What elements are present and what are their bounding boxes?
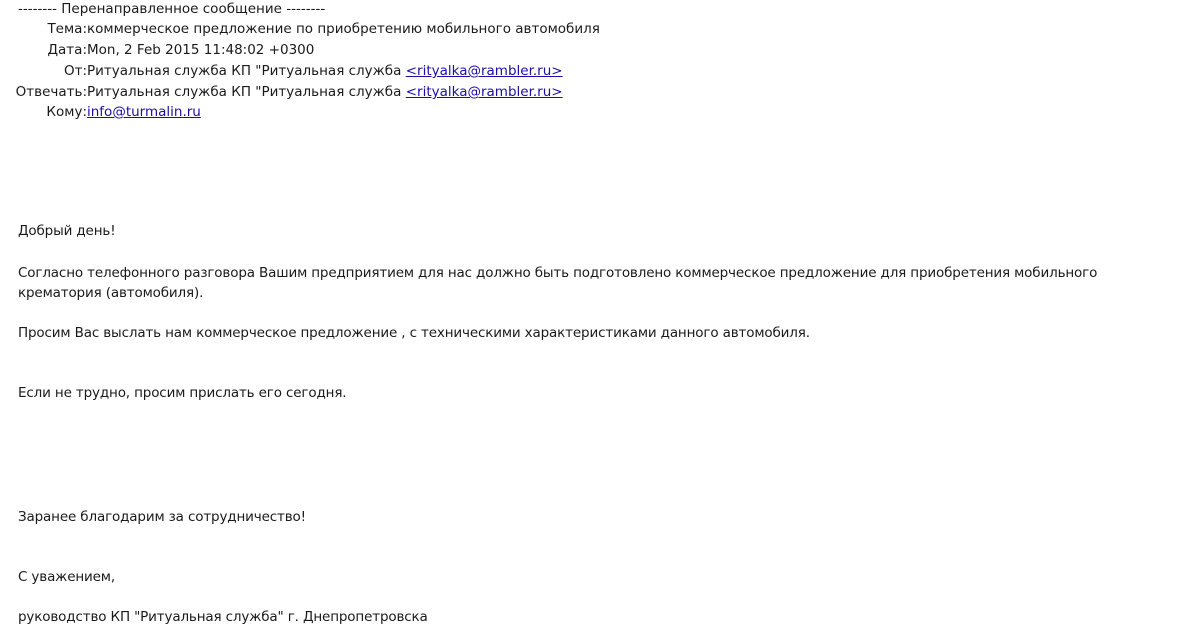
signature-text: руководство КП "Ритуальная служба" г. Днепропетровска bbox=[18, 609, 428, 625]
reply-to-name: Ритуальная служба КП "Ритуальная служба bbox=[87, 84, 406, 100]
date-row bbox=[0, 41, 314, 59]
reply-to-email-link[interactable]: <rityalka@rambler.ru> bbox=[405, 84, 563, 100]
greeting-text: Добрый день! bbox=[18, 223, 116, 239]
body-paragraph-1: Согласно телефонного разговора Вашим предприятием для нас должно быть подготовлено коммерческое предложение для приобретения мобильного крематория (автомобиля). bbox=[18, 265, 1098, 301]
body-paragraph-3: Если не трудно, просим прислать его сегодня. bbox=[18, 385, 347, 401]
to-label: Кому: bbox=[46, 104, 87, 120]
subject-row bbox=[0, 20, 600, 38]
subject-value: коммерческое предложение по приобретению мобильного автомобиля bbox=[87, 21, 600, 37]
reply-to-row bbox=[0, 83, 563, 101]
date-value: Mon, 2 Feb 2015 11:48:02 +0300 bbox=[87, 42, 315, 58]
forwarded-separator: -------- Перенаправленное сообщение -------- bbox=[18, 1, 326, 17]
from-name: Ритуальная служба КП "Ритуальная служба bbox=[87, 63, 406, 79]
to-row bbox=[0, 103, 201, 121]
to-email-link[interactable]: info@turmalin.ru bbox=[87, 104, 201, 120]
from-row bbox=[0, 62, 563, 80]
reply-to-label: Отвечать: bbox=[15, 84, 87, 100]
date-label: Дата: bbox=[47, 42, 87, 58]
thanks-text: Заранее благодарим за сотрудничество! bbox=[18, 509, 306, 525]
from-label: От: bbox=[63, 63, 87, 79]
subject-label: Тема: bbox=[47, 21, 87, 37]
body-paragraph-2: Просим Вас выслать нам коммерческое предложение , с техническими характеристиками данного автомобиля. bbox=[18, 325, 810, 341]
from-email-link[interactable]: <rityalka@rambler.ru> bbox=[405, 63, 563, 79]
regards-text: С уважением, bbox=[18, 569, 115, 585]
